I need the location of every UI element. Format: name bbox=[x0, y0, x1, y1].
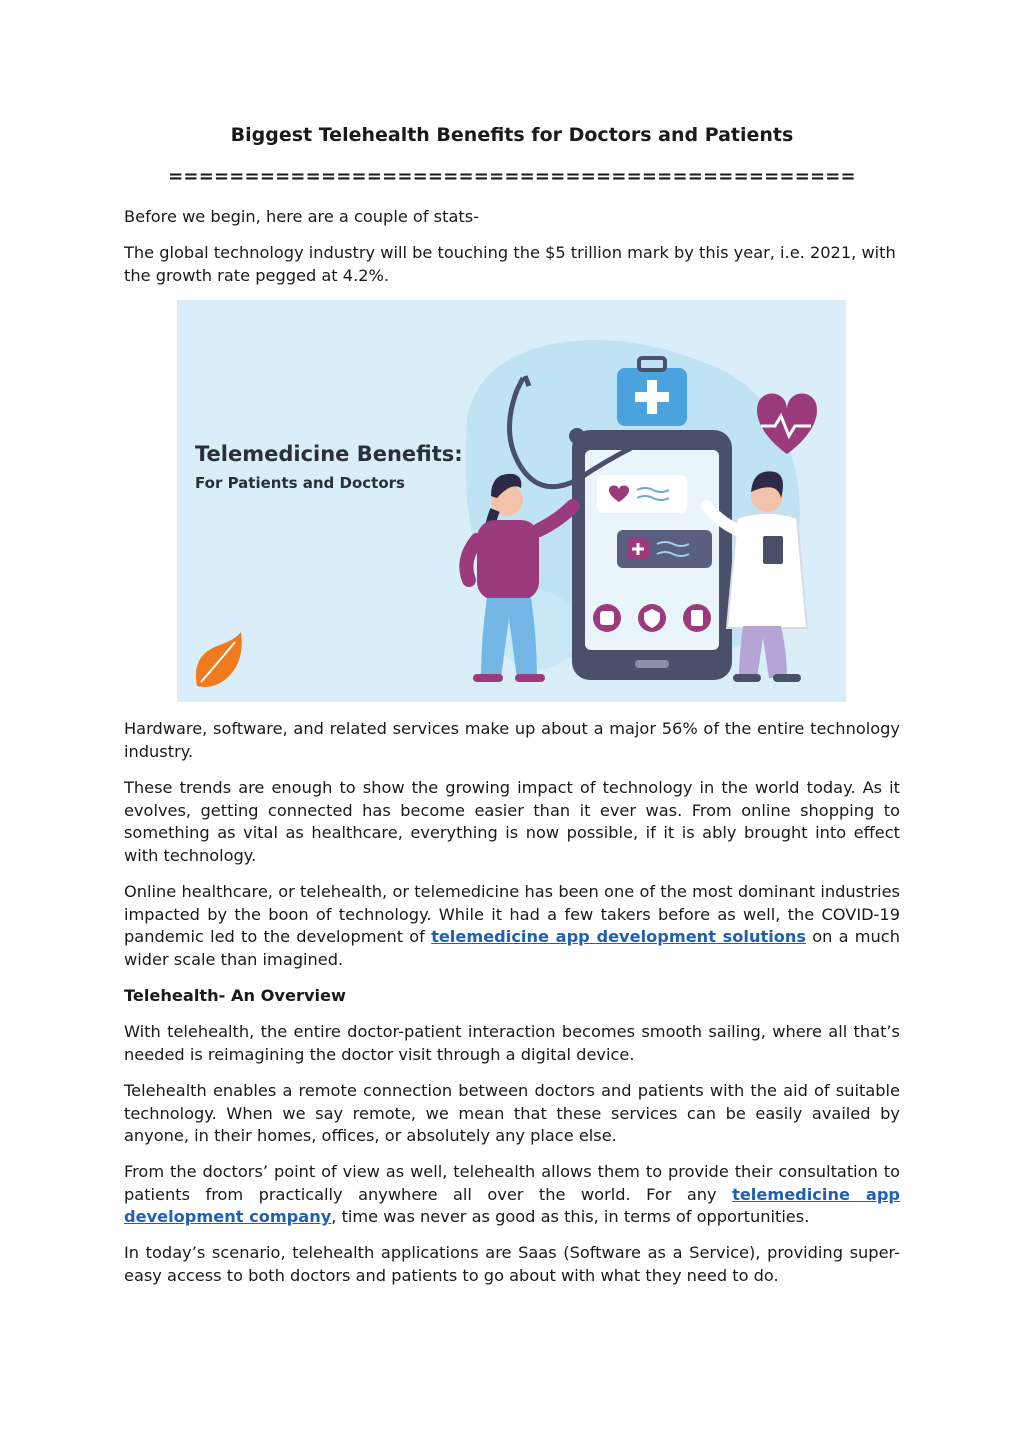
paragraph-trends: These trends are enough to show the growing impact of technology in the world today. As it evolves, getting connected has become easier than it ever was. From online shopping to something as vital as healthcare, everything is now possible, if it is ably brought into effect with technology. bbox=[124, 778, 900, 865]
paragraph-doctors bbox=[124, 1161, 900, 1229]
paragraph-remote: Telehealth enables a remote connection between doctors and patients with the aid of suitable technology. When we say remote, we mean that these services can be easily availed by anyone, in their homes, offices, or absolutely any place else. bbox=[124, 1081, 900, 1146]
paragraph-interaction: With telehealth, the entire doctor-patient interaction becomes smooth sailing, where all that’s needed is reimagining the doctor visit through a digital device. bbox=[124, 1022, 900, 1064]
paragraph-saas: In today’s scenario, telehealth applications are Saas (Software as a Service), providing super-easy access to both doctors and patients to go about with what they need to do. bbox=[124, 1243, 900, 1285]
hero-subtitle: For Patients and Doctors bbox=[195, 474, 405, 492]
hero-illustration bbox=[177, 300, 846, 702]
page-title: Biggest Telehealth Benefits for Doctors and Patients bbox=[230, 124, 794, 146]
paragraph-stats: The global technology industry will be touching the $5 trillion mark by this year, i.e. 2021, with the growth rate pegged at 4.2%. bbox=[124, 243, 896, 285]
p5-text-b: on a much wider scale than imagined. bbox=[124, 927, 900, 969]
link-telemedicine-company[interactable]: telemedicine app development company bbox=[124, 1184, 900, 1227]
p5-text-a: Online healthcare, or telehealth, or telemedicine has been one of the most dominant industries impacted by the boon of technology. While it had a few takers before as well, the COVID-19 pandemic led to the development of bbox=[124, 882, 900, 947]
paragraph-online-healthcare bbox=[124, 881, 900, 971]
paragraph-hardware: Hardware, software, and related services make up about a major 56% of the entire technology industry. bbox=[124, 719, 900, 761]
hero-title: Telemedicine Benefits: bbox=[195, 442, 463, 466]
leaf-logo-icon bbox=[196, 632, 242, 687]
title-rule: ============================================= bbox=[168, 166, 856, 187]
heading-overview: Telehealth- An Overview bbox=[124, 986, 346, 1005]
hero-graphic bbox=[177, 300, 846, 702]
link-telemedicine-solutions[interactable]: telemedicine app development solutions bbox=[431, 927, 807, 947]
p8-text-b: , time was never as good as this, in terms of opportunities. bbox=[331, 1207, 810, 1227]
p8-text-a: From the doctors’ point of view as well, telehealth allows them to provide their consultation to patients from practically anywhere all over the world. For any bbox=[124, 1162, 900, 1204]
medkit-icon bbox=[617, 358, 687, 426]
paragraph-intro: Before we begin, here are a couple of stats- bbox=[124, 207, 479, 226]
